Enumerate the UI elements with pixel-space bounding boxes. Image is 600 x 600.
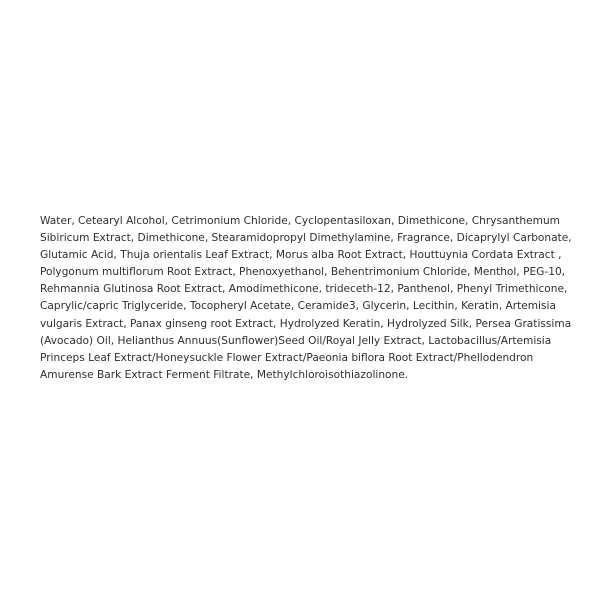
ingredients-line: Rehmannia Glutinosa Root Extract, Amodimethicone, trideceth-12, Panthenol, Phenyl Trimethicone, [40,283,568,296]
ingredients-line: Polygonum multiflorum Root Extract, Phenoxyethanol, Behentrimonium Chloride, Menthol, PEG-10, [40,266,566,279]
ingredients-line: Amurense Bark Extract Ferment Filtrate, Methylchloroisothiazolinone. [40,368,409,381]
ingredients-line: Sibiricum Extract, Dimethicone, Stearamidopropyl Dimethylamine, Fragrance, Dicaprylyl Carbonate, [40,232,572,245]
ingredients-line: vulgaris Extract, Panax ginseng root Extract, Hydrolyzed Keratin, Hydrolyzed Silk, Persea Gratissima [40,317,572,330]
ingredients-line: Glutamic Acid, Thuja orientalis Leaf Extract, Morus alba Root Extract, Houttuynia Cordata Extract , [40,249,562,262]
ingredients-line: (Avocado) Oil, Helianthus Annuus(Sunflower)Seed Oil/Royal Jelly Extract, Lactobacillus/Artemisia [40,334,552,347]
ingredients-line: Caprylic/capric Triglyceride, Tocopheryl Acetate, Ceramide3, Glycerin, Lecithin, Keratin, Artemisia [40,300,556,313]
ingredients-line: Water, Cetearyl Alcohol, Cetrimonium Chloride, Cyclopentasiloxan, Dimethicone, Chrysanthemum [40,215,560,227]
ingredients-line: Princeps Leaf Extract/Honeysuckle Flower Extract/Paeonia biflora Root Extract/Phellodendron [40,351,534,364]
ingredients-list [40,213,570,384]
